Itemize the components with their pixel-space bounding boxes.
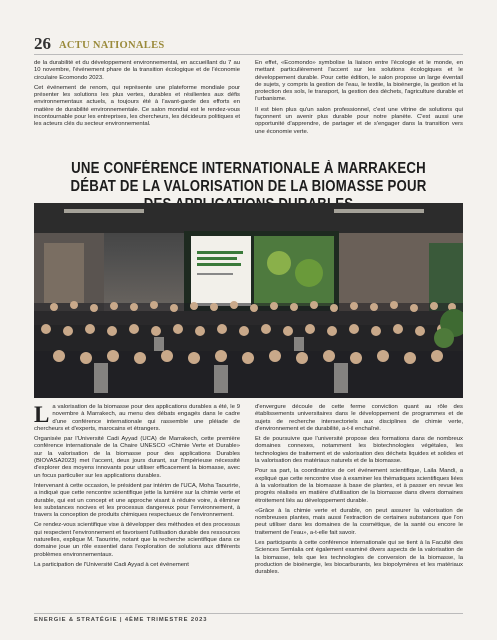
bottom-left-column — [34, 404, 240, 572]
top-right-column — [255, 60, 463, 139]
header-divider — [34, 54, 463, 55]
paragraph: Cet événement de renom, qui représente une plateforme mondiale pour présenter les solutions les plus vertes, durables et résilientes aux défis environnementaux actuels, a toujours été à l'avant-garde des efforts en matière de durabilité environnementale. Ce salon mondial est le rendez-vous incontournable pour les entreprises, les chercheurs, les décideurs politiques et les acteurs clés du secteur environnemental. — [34, 84, 240, 128]
paragraph: de la durabilité et du développement environnemental, en accueillant du 7 au 10 novembre, l'événement phare de la transition écologique et de l'économie circulaire Ecomondo 2023. — [34, 60, 240, 81]
conference-group-photo — [34, 203, 463, 398]
paragraph: En effet, «Ecomondo» symbolise la liaison entre l'écologie et le monde, en mettant particulièrement l'accent sur les solutions écologiques et le développement durable. Pour cette édition, le salon propose un large éventail de sujets, y compris la gestion de l'eau, le textile, la bioénergie, la gestion et la protection des sols, le transport, la gestion des déchets, l'agriculture durable et l'urbanisme. — [255, 60, 463, 103]
paragraph: Organisée par l'Université Cadi Ayyad (UCA) de Marrakech, cette première conférence internationale de la Chaire UNESCO «Chimie Verte et Durable» sur la valorisation de la biomasse pour des applications Durables (BIOVASA2023) met l'accent, deux jours durant, sur l'impérieuse nécessité d'explorer des moyens innovants pour utiliser efficacement la biomasse, avec un focus particulier sur les applications durables. — [34, 436, 240, 479]
top-left-column — [34, 60, 240, 132]
article-headline: UNE CONFÉRENCE INTERNATIONALE À MARRAKECH DÉBAT DE LA VALORISATION DE LA BIOMASSE POUR — [70, 160, 427, 195]
paragraph: Les participants à cette conférence internationale qui se tient à la Faculté des Sciences Semlalia ont également examiné divers aspects de la valorisation de la biomasse, tels que les technologies de conversion de la biomasse, la production de bioénergie, les biocarburants, les biopolymères et les matériaux durables. — [255, 540, 463, 576]
bottom-right-column — [255, 404, 463, 580]
lead-text: a valorisation de la biomasse pour des applications durables a été, le 9 novembre à Marrakech, au menu des débats engagés dans le cadre d'une conférence internationale qui rassemble une pléiade de chercheurs et d'experts, marocains et étrangers. — [34, 404, 240, 432]
footer-text: ENERGIE & STRATÉGIE | 4ÈME TRIMESTRE 2023 — [34, 617, 208, 623]
footer-divider — [34, 613, 463, 614]
paragraph: Pour sa part, la coordinatrice de cet événement scientifique, Laila Mandi, a expliqué que cette rencontre vise à examiner les thématiques scientifiques liées à la valorisation de la biomasse à base de plantes, et à passer en revue les progrès réalisés en matière d'utilisation de la biomasse dans divers domaines étroitement liés au développement durable. — [255, 468, 463, 504]
paragraph: Intervenant à cette occasion, le président par intérim de l'UCA, Moha Taourirte, a indiqué que cette rencontre scientifique jette la lumière sur la chimie verte et durable, qui est un concept et une approche visant à réduire voire, à éliminer les substances nocives et les processus dangereux pour l'environnement, à travers la conception de produits chimiques respectueux de l'environnement. — [34, 482, 240, 519]
paragraph: Il est bien plus qu'un salon professionnel, c'est une vitrine de solutions qui façonnent un avenir plus durable pour notre planète. C'est aussi une opportunité d'apprendre, de partager et de s'engager dans la transition vers une économie verte. — [255, 106, 463, 135]
paragraph: d'envergure découle de cette ferme conviction quant au rôle des établissements universitaires dans le développement de programmes et de sujets de recherche intersectoriels aux disciplines de chimie verte, d'environnement et de durabilité, a-t-il enchaîné. — [255, 404, 463, 432]
section-title: ACTU NATIONALES — [59, 40, 165, 51]
paragraph: «Grâce à la chimie verte et durable, on peut assurer la valorisation de nombreuses plantes, mais aussi l'extraction de certaines substances que l'on peut utiliser dans les domaines de la cosmétique, de la santé ou encore le traitement de l'eau», a-t-elle fait savoir. — [255, 507, 463, 536]
paragraph: Ce rendez-vous scientifique vise à développer des méthodes et des processus qui respectent l'environnement et favorisent l'utilisation durable des ressources naturelles, explique M. Taourirte, notant que la recherche scientifique dans ce domaine joue un rôle essentiel dans l'exploration de solutions aux différents problèmes environnementaux. — [34, 522, 240, 558]
paragraph: Et de poursuivre que l'université propose des formations dans de nombreux domaines connexes, notamment les biotechnologies végétales, les technologies de traitement et de valorisation des déchets liquides et solides et la valorisation des matériaux naturels et de la biomasse. — [255, 436, 463, 465]
page-header — [34, 34, 165, 52]
paragraph: La participation de l'Université Cadi Ayyad à cet événement — [34, 561, 189, 568]
lead-paragraph — [34, 404, 240, 433]
page-number: 26 — [34, 34, 51, 53]
drop-cap: L — [34, 402, 50, 427]
